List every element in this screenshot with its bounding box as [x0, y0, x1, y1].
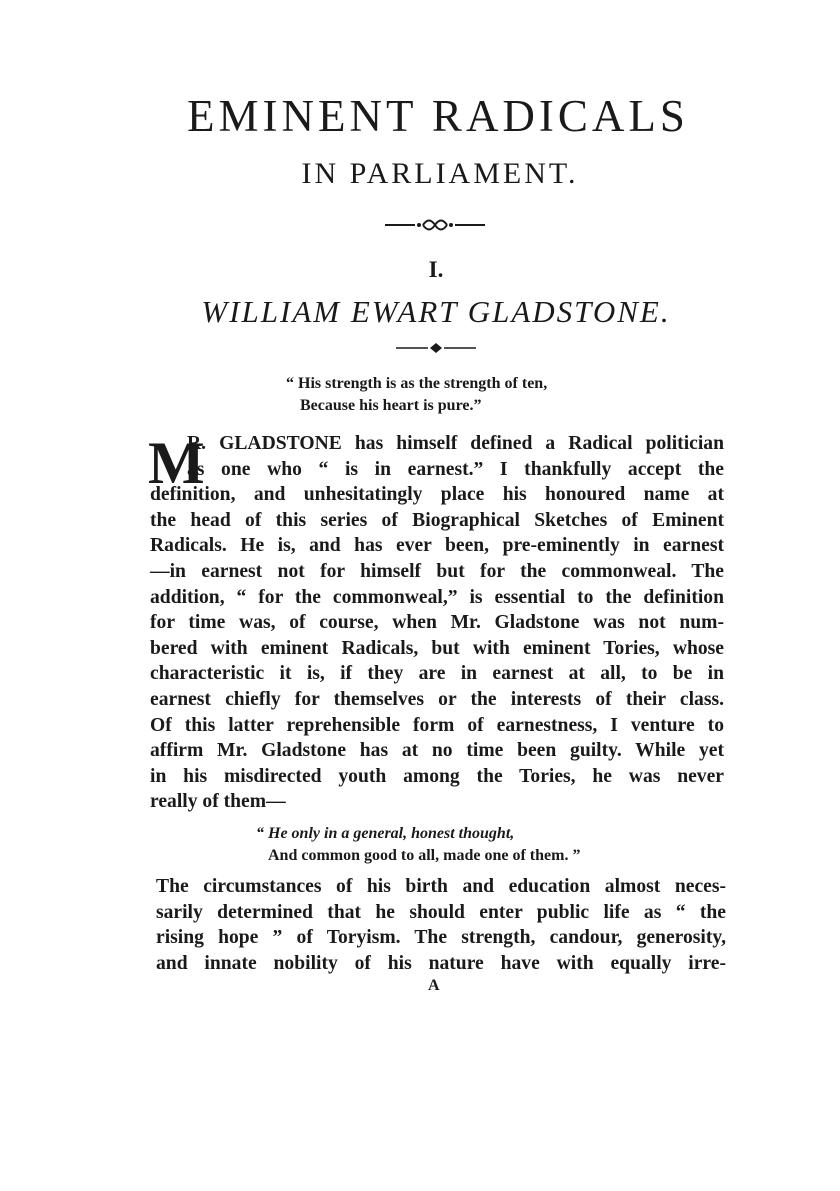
epigraph-line: Because his heart is pure.”: [300, 397, 482, 414]
text-line: earnest chiefly for themselves or the interests of their class.: [150, 688, 724, 710]
epigraph-tennyson: [286, 373, 547, 417]
text-line: in his misdirected youth among the Tories, he was never: [150, 765, 724, 787]
text-line: R. GLADSTONE has himself defined a Radical politician: [187, 433, 724, 454]
text-line: bered with eminent Radicals, but with eminent Tories, whose: [150, 637, 724, 659]
text-line: characteristic it is, if they are in earnest at all, to be in: [150, 663, 724, 685]
text-line: —in earnest not for himself but for the commonweal. The: [150, 560, 724, 582]
text-line: rising hope ” of Toryism. The strength, candour, generosity,: [156, 927, 726, 949]
subject-name: WILLIAM EWART GLADSTONE.: [201, 294, 671, 329]
drop-cap: M: [148, 430, 205, 496]
epigraph-line: “ His strength is as the strength of ten,: [286, 375, 548, 392]
title-line-2: IN PARLIAMENT.: [301, 157, 579, 190]
signature-mark: A: [428, 977, 440, 994]
scroll-ornament-icon: [385, 218, 485, 232]
paragraph-opening: [150, 431, 724, 815]
text-line: as one who “ is in earnest.” I thankfully accept the: [187, 458, 724, 480]
text-line: and innate nobility of his nature have with equally irre-: [156, 952, 726, 974]
section-numeral: I.: [428, 257, 444, 282]
epigraph-line: “ He only in a general, honest thought,: [256, 825, 515, 842]
text-line: The circumstances of his birth and education almost neces-: [156, 876, 726, 897]
text-line: for time was, of course, when Mr. Gladstone was not num-: [150, 612, 724, 634]
epigraph-shakespeare: [256, 823, 580, 867]
text-line: really of them—: [150, 791, 286, 813]
text-line: definition, and unhesitatingly place his honoured name at: [150, 484, 724, 506]
title-line-1: EMINENT RADICALS: [187, 91, 689, 141]
text-line: sarily determined that he should enter public life as “ the: [156, 901, 726, 923]
text-line: addition, “ for the commonweal,” is essential to the definition: [150, 586, 724, 608]
text-line: affirm Mr. Gladstone has at no time been guilty. While yet: [150, 740, 724, 762]
diamond-rule-icon: [396, 342, 476, 354]
text-line: the head of this series of Biographical Sketches of Eminent: [150, 509, 724, 531]
paragraph-continuation: [156, 874, 726, 976]
text-line: Of this latter reprehensible form of earnestness, I venture to: [150, 714, 724, 736]
text-line: Radicals. He is, and has ever been, pre-eminently in earnest: [150, 535, 724, 557]
epigraph-line: And common good to all, made one of them. ”: [268, 847, 581, 864]
